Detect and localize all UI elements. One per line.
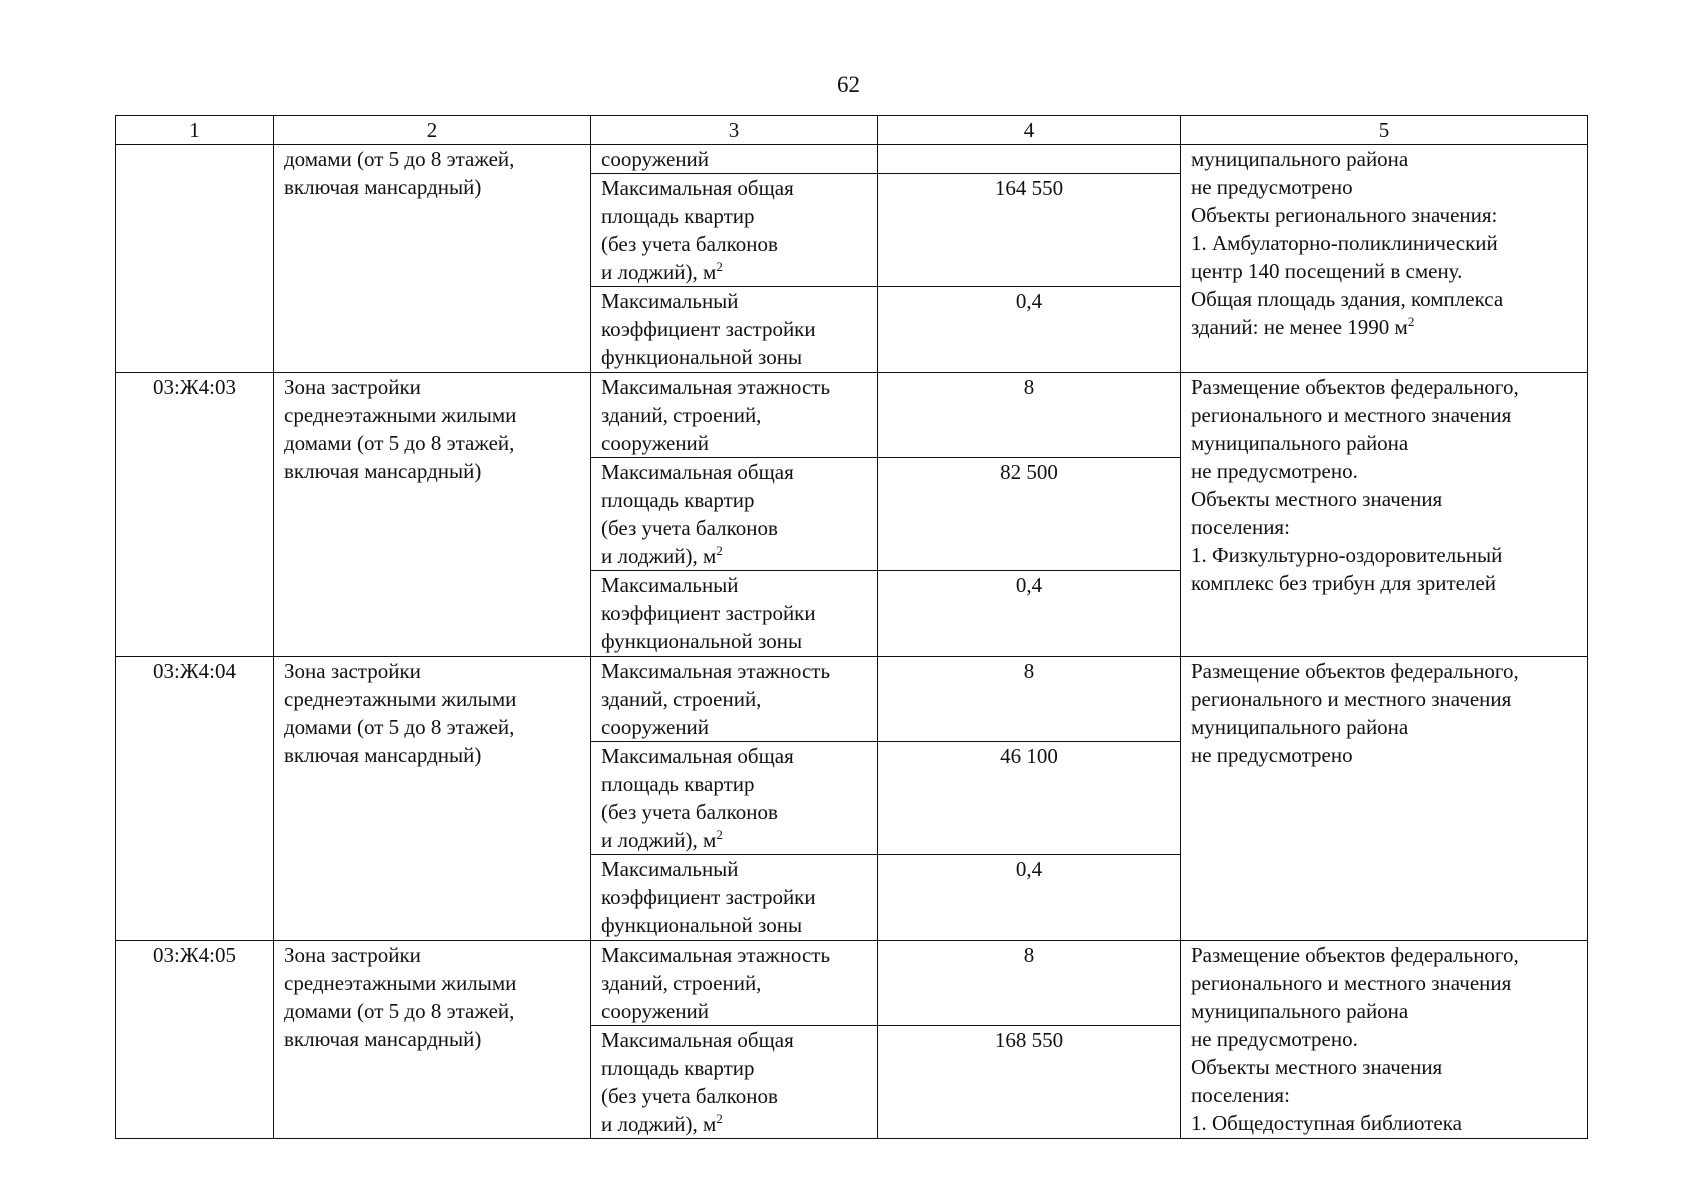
param-name-cell: [591, 174, 878, 287]
objects-text: муниципального района не предусмотрено Объекты регионального значения: 1. Амбулаторно-поликлинический центр 140 посещений в смену. Общая площадь здания, комплекса зданий: не менее 1990 м: [1191, 147, 1504, 339]
param-value: 46 100: [1000, 744, 1058, 768]
zone-name: домами (от 5 до 8 этажей, включая мансардный): [284, 147, 515, 199]
param-value: 0,4: [1015, 573, 1043, 597]
param-value-cell: [878, 145, 1181, 174]
param-name-cell: [591, 458, 878, 571]
header-cell: 5: [1181, 116, 1588, 145]
param-value: 82 500: [1000, 460, 1058, 484]
param-value-cell: [878, 373, 1181, 458]
param-name: Максимальный коэффициент застройки функциональной зоны: [601, 573, 816, 653]
param-value-cell: [878, 1026, 1181, 1139]
superscript: 2: [716, 543, 723, 558]
superscript: 2: [716, 827, 723, 842]
header-cell: 2: [274, 116, 591, 145]
objects-text: Размещение объектов федерального, регионального и местного значения муниципального района не предусмотрено. Объекты местного значения поселения: 1. Общедоступная библиотека: [1191, 943, 1519, 1135]
superscript: 2: [716, 1111, 723, 1126]
param-value-cell: [878, 174, 1181, 287]
zone-code: 03:Ж4:05: [153, 943, 236, 967]
param-name-cell: [591, 657, 878, 742]
param-value-cell: [878, 855, 1181, 941]
header-cell: 4: [878, 116, 1181, 145]
param-name: Максимальная общая площадь квартир (без учета балконов и лоджий), м: [601, 460, 794, 568]
param-name: Максимальная этажность зданий, строений, сооружений: [601, 375, 831, 455]
zone-name: Зона застройки среднеэтажными жилыми домами (от 5 до 8 этажей, включая мансардный): [284, 375, 517, 483]
param-name-cell: [591, 373, 878, 458]
param-value-cell: [878, 458, 1181, 571]
param-name-cell: [591, 742, 878, 855]
header-cell: 3: [591, 116, 878, 145]
zone-name-cell: [274, 145, 591, 373]
superscript: 2: [1407, 314, 1415, 329]
zone-code: 03:Ж4:03: [153, 375, 236, 399]
param-value: 0,4: [1015, 857, 1043, 881]
param-name: Максимальная общая площадь квартир (без учета балконов и лоджий), м: [601, 744, 794, 852]
param-value-cell: [878, 657, 1181, 742]
param-name: Максимальная общая площадь квартир (без учета балконов и лоджий), м: [601, 176, 794, 284]
objects-cell: [1181, 941, 1588, 1139]
param-value: 0,4: [1015, 289, 1043, 313]
param-value: 8: [1023, 943, 1035, 967]
param-name: сооружений: [601, 147, 710, 171]
param-name: Максимальный коэффициент застройки функциональной зоны: [601, 289, 816, 369]
page-number: 62: [837, 72, 860, 97]
param-name-cell: [591, 941, 878, 1026]
objects-cell: [1181, 657, 1588, 941]
zone-code-cell: [116, 145, 274, 373]
objects-text: Размещение объектов федерального, регионального и местного значения муниципального района не предусмотрено: [1191, 659, 1519, 767]
param-value-cell: [878, 742, 1181, 855]
zone-code-cell: [116, 657, 274, 941]
param-value: 168 550: [994, 1028, 1064, 1052]
superscript: 2: [716, 259, 723, 274]
param-name: Максимальная этажность зданий, строений, сооружений: [601, 659, 831, 739]
header-row: [116, 116, 1588, 145]
table-row: [116, 373, 1588, 458]
zone-name-cell: [274, 373, 591, 657]
param-value: 8: [1023, 659, 1035, 683]
param-name-cell: [591, 145, 878, 174]
objects-cell: [1181, 145, 1588, 373]
param-name-cell: [591, 1026, 878, 1139]
param-name: Максимальный коэффициент застройки функциональной зоны: [601, 857, 816, 937]
param-value-cell: [878, 941, 1181, 1026]
param-value: 164 550: [994, 176, 1064, 200]
objects-text: Размещение объектов федерального, регионального и местного значения муниципального района не предусмотрено. Объекты местного значения поселения: 1. Физкультурно-оздоровительный комплекс без трибун для зрителей: [1191, 375, 1519, 595]
zone-name-cell: [274, 941, 591, 1139]
table-row: [116, 657, 1588, 742]
table-row: [116, 941, 1588, 1026]
param-name: Максимальная этажность зданий, строений, сооружений: [601, 943, 831, 1023]
table-row: [116, 145, 1588, 174]
param-value-cell: [878, 571, 1181, 657]
param-name-cell: [591, 855, 878, 941]
param-name: Максимальная общая площадь квартир (без учета балконов и лоджий), м: [601, 1028, 794, 1136]
zone-code-cell: [116, 373, 274, 657]
zones-table: [115, 115, 1588, 1139]
objects-cell: [1181, 373, 1588, 657]
zone-code: 03:Ж4:04: [153, 659, 236, 683]
zone-name-cell: [274, 657, 591, 941]
param-name-cell: [591, 571, 878, 657]
param-value-cell: [878, 287, 1181, 373]
param-value: 8: [1023, 375, 1035, 399]
zone-code-cell: [116, 941, 274, 1139]
zone-name: Зона застройки среднеэтажными жилыми домами (от 5 до 8 этажей, включая мансардный): [284, 943, 517, 1051]
zone-name: Зона застройки среднеэтажными жилыми домами (от 5 до 8 этажей, включая мансардный): [284, 659, 517, 767]
header-cell: 1: [116, 116, 274, 145]
param-name-cell: [591, 287, 878, 373]
